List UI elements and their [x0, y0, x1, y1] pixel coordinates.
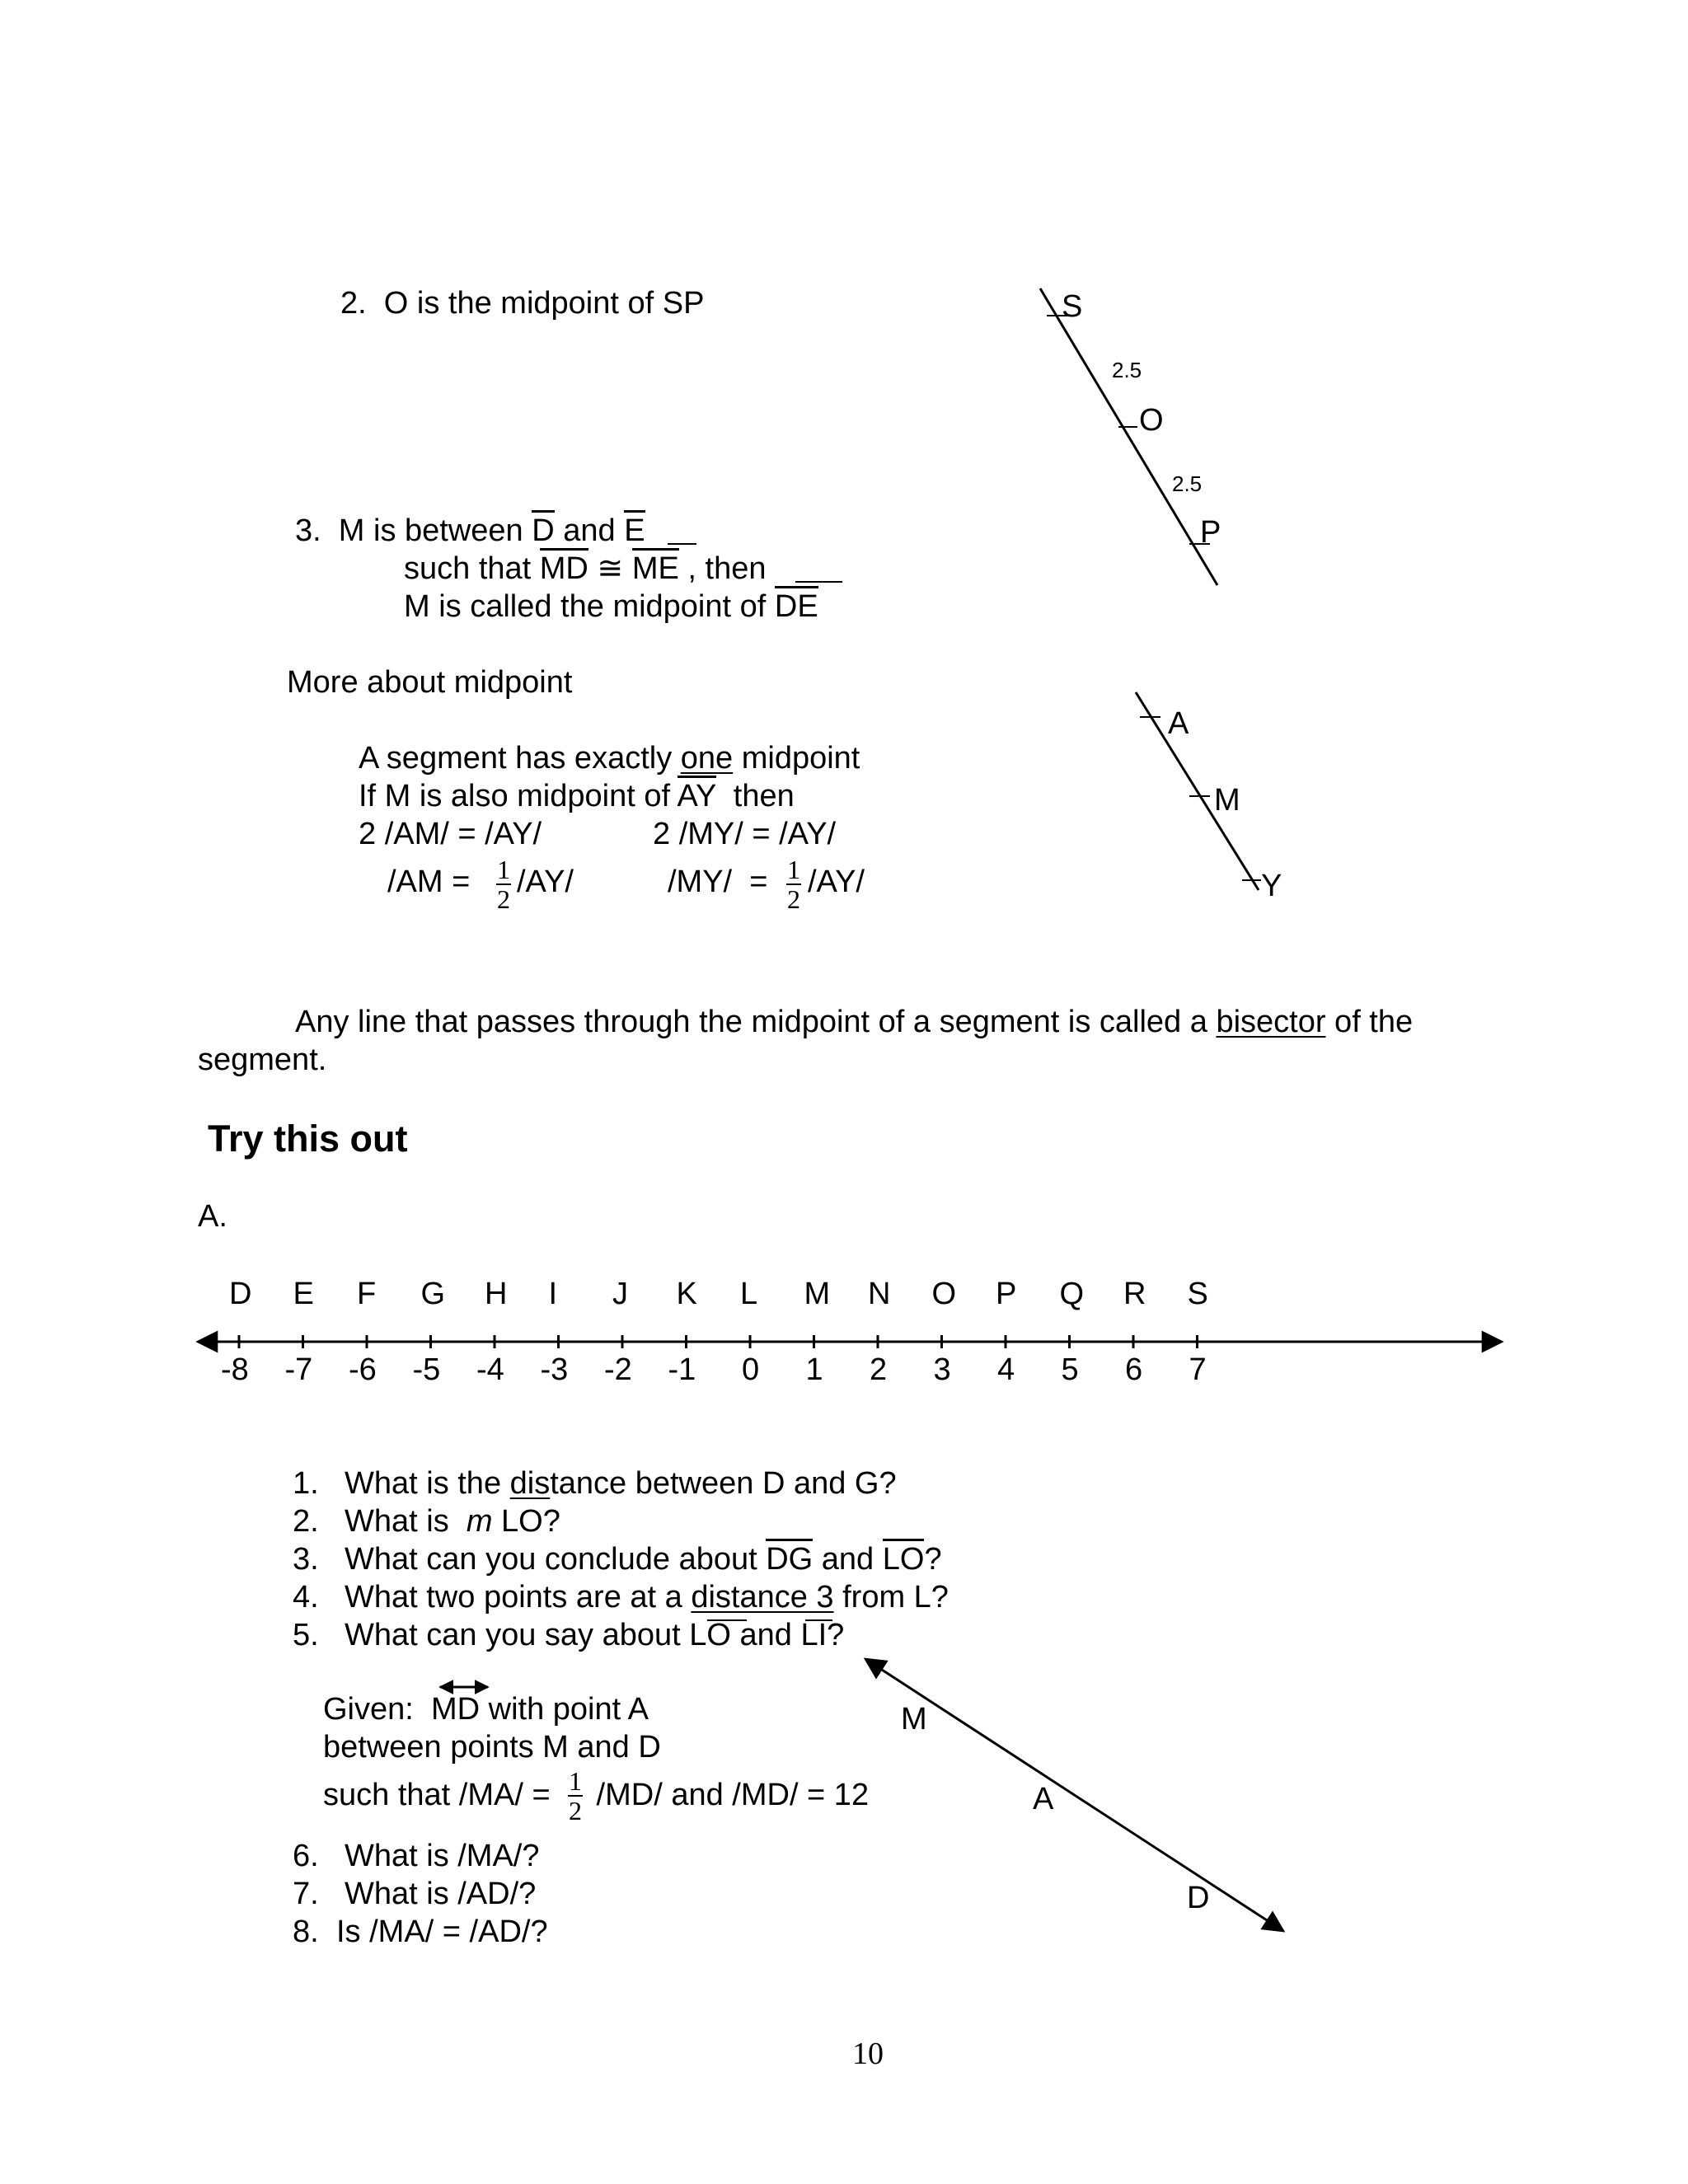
try-this-out-heading: Try this out	[208, 1118, 408, 1160]
number-line-number-7: -1	[668, 1352, 696, 1387]
label-d-fig: D	[1187, 1881, 1210, 1915]
number-line-letter-S: S	[1187, 1277, 1208, 1311]
q7-number: 7.	[293, 1877, 319, 1911]
number-line-letter-K: K	[676, 1277, 697, 1311]
q1-number: 1.	[293, 1466, 319, 1501]
bisector-word: bisector	[1216, 1005, 1326, 1039]
label-a-fig: A	[1033, 1782, 1054, 1816]
label-p: P	[1200, 515, 1221, 550]
q3-question-mark: ?	[924, 1542, 942, 1577]
label-a: A	[1168, 706, 1189, 741]
one-word: one	[680, 741, 734, 776]
number-line-letter-P: P	[996, 1277, 1017, 1311]
number-line-letter-I: I	[548, 1277, 558, 1311]
fraction-half-1: 1 2	[497, 855, 510, 914]
bisector-prefix: Any line that passes through the midpoint of a segment is called a	[295, 1005, 1217, 1039]
number-line-number-8: 0	[742, 1352, 760, 1387]
q2-part-b: LO?	[492, 1504, 560, 1539]
number-line-letter-R: R	[1123, 1277, 1146, 1311]
segment-DE: DE	[775, 586, 818, 624]
q6-text: What is /MA/?	[345, 1839, 540, 1873]
segment-LO: LO	[883, 1539, 925, 1577]
page-number: 10	[852, 2036, 884, 2071]
number-line-letter-Q: Q	[1059, 1277, 1085, 1311]
q3-part-a: What can you conclude about	[345, 1542, 767, 1577]
number-line-number-6: -2	[604, 1352, 632, 1387]
item3-prefix: 3. M is between	[295, 513, 532, 548]
label-m: M	[1214, 783, 1240, 818]
segment-AY: AY	[678, 776, 716, 813]
q4-part-b: from L?	[833, 1580, 949, 1615]
number-line-number-11: 3	[933, 1352, 951, 1387]
more-line1-suffix: midpoint	[733, 741, 860, 776]
number-line-number-0: -8	[221, 1352, 249, 1387]
then-text: , then	[678, 551, 767, 586]
such-that-text: such that	[404, 551, 540, 586]
label-len-op: 2.5	[1172, 471, 1203, 496]
and-text: and	[554, 513, 625, 548]
figure-amy	[1136, 692, 1282, 903]
more-title: More about midpoint	[287, 665, 573, 700]
number-line-letter-F: F	[357, 1277, 377, 1311]
given-line3-b: /MD/ and /MD/ = 12	[588, 1778, 870, 1812]
segment-ME: ME	[632, 548, 679, 586]
segment-sp-line	[1040, 288, 1217, 585]
number-line-number-1: -7	[284, 1352, 313, 1387]
number-line-letter-G: G	[420, 1277, 446, 1311]
label-len-so: 2.5	[1112, 358, 1142, 382]
equation-2am: 2 /AM/ = /AY/	[359, 817, 542, 851]
number-line-number-10: 2	[870, 1352, 888, 1387]
equation-am-right: /AY/	[517, 865, 574, 899]
label-s: S	[1062, 289, 1083, 324]
label-y: Y	[1261, 869, 1282, 903]
fraction-half-3: 1 2	[569, 1766, 582, 1825]
q2-measure-m: m	[466, 1504, 493, 1539]
label-m-fig: M	[901, 1702, 927, 1736]
number-line-number-14: 6	[1125, 1352, 1143, 1387]
number-line-letter-J: J	[612, 1277, 628, 1311]
number-line-number-2: -6	[349, 1352, 377, 1387]
figure-mad	[865, 1659, 1283, 1931]
number-line-number-3: -5	[412, 1352, 441, 1387]
given-line3-a: such that /MA/ =	[323, 1778, 551, 1812]
q1-underlined: dis	[509, 1466, 551, 1501]
bisector-suffix: of the	[1325, 1005, 1414, 1039]
figure-sop	[1040, 288, 1221, 585]
q2-part-a: What is	[345, 1504, 467, 1539]
number-line-number-4: -4	[476, 1352, 504, 1387]
q3-number: 3.	[293, 1542, 319, 1577]
number-line-letter-H: H	[485, 1277, 508, 1311]
segment-DG: DG	[766, 1539, 813, 1577]
number-line-letter-D: D	[229, 1277, 252, 1311]
q4-part-a: What two points are at a	[345, 1580, 692, 1615]
number-line-letter-M: M	[804, 1277, 831, 1311]
line-md-figure	[865, 1659, 1283, 1931]
number-line-number-12: 4	[997, 1352, 1015, 1387]
more-line2-prefix: If M is also midpoint of	[359, 779, 678, 813]
number-line-letter-O: O	[931, 1277, 957, 1311]
number-line-number-9: 1	[805, 1352, 823, 1387]
q8-number: 8.	[293, 1915, 319, 1949]
fraction-half-2: 1 2	[787, 855, 800, 914]
number-line-letter-L: L	[740, 1277, 758, 1311]
equation-am-left: /AM =	[387, 865, 471, 899]
equation-my-left: /MY/ =	[668, 865, 768, 899]
equation-my-right: /AY/	[808, 865, 865, 899]
segment-E-label: E	[624, 510, 645, 548]
number-line-number-5: -3	[540, 1352, 569, 1387]
section-a-label: A.	[198, 1199, 227, 1234]
number-line-number-15: 7	[1189, 1352, 1207, 1387]
given-line2: between points M and D	[323, 1730, 661, 1765]
line-MD: MD	[430, 1692, 481, 1727]
equation-2my: 2 /MY/ = /AY/	[653, 817, 837, 851]
q6-number: 6.	[293, 1839, 319, 1873]
q2-number: 2.	[293, 1504, 319, 1539]
given-label: Given:	[323, 1692, 431, 1727]
congruent-symbol: ≅	[588, 551, 632, 586]
q3-and: and	[813, 1542, 883, 1577]
midpoint-text: M is called the midpoint of	[404, 589, 775, 624]
q5-text: What can you say about LO and LI?	[345, 1618, 845, 1652]
more-line2-suffix: then	[715, 779, 795, 813]
segment-D-label: D	[532, 510, 554, 548]
given-with-point: with point A	[480, 1692, 649, 1727]
segment-MD: MD	[540, 548, 588, 586]
q1-part-b: tance between D and G?	[550, 1466, 897, 1501]
q5-number: 5.	[293, 1618, 319, 1652]
label-o: O	[1139, 403, 1164, 438]
number-line-letter-E: E	[293, 1277, 314, 1311]
number-line-number-13: 5	[1061, 1352, 1079, 1387]
q8-text: Is /MA/ = /AD/?	[336, 1915, 548, 1949]
bisector-line2: segment.	[198, 1043, 327, 1077]
q7-text: What is /AD/?	[345, 1877, 537, 1911]
q4-number: 4.	[293, 1580, 319, 1615]
q1-part-a: What is the	[345, 1466, 510, 1501]
number-line-letter-N: N	[868, 1277, 891, 1311]
q4-underlined: distance 3	[691, 1580, 834, 1615]
item2-text: 2. O is the midpoint of SP	[340, 286, 705, 321]
number-line	[198, 1335, 1502, 1348]
more-line1-prefix: A segment has exactly	[359, 741, 681, 776]
